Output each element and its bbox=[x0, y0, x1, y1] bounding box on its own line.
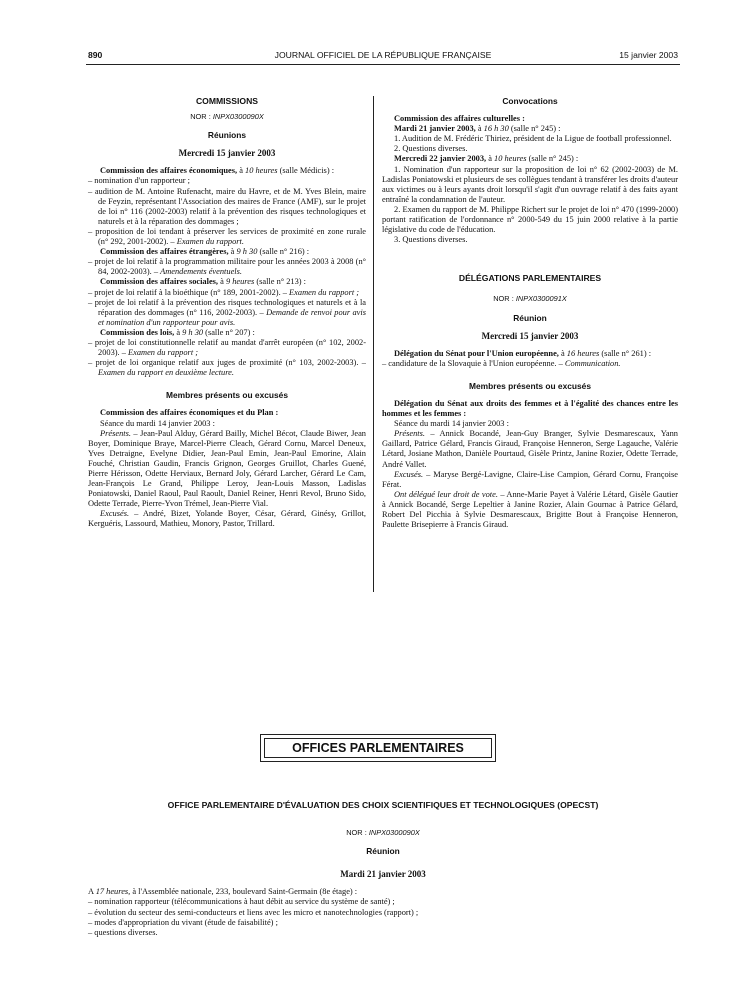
section-title: OFFICE PARLEMENTAIRE D'ÉVALUATION DES CHOIX SCIENTIFIQUES ET TECHNOLOGIQUES (OPECST) bbox=[167, 800, 599, 810]
members-present: Présents. – Annick Bocandé, Jean-Guy Branger, Sylvie Desmarescaux, Yann Gaillard, Patrice Gélard, Francis Giraud, Françoise Henneron, Serge Lagauche, Valérie Létard, Josiane Mathon, Danièle Pourtaud, Gisèle Printz, Janine Rozier, Odette Terrade, André Vallet. bbox=[382, 429, 678, 469]
bottom-section bbox=[88, 800, 678, 938]
right-column bbox=[382, 96, 678, 530]
left-column bbox=[88, 96, 366, 530]
journal-title: JOURNAL OFFICIEL DE LA RÉPUBLIQUE FRANÇAISE bbox=[274, 50, 492, 60]
issue-date: 15 janvier 2003 bbox=[619, 50, 678, 60]
vote-delegation: Ont délégué leur droit de vote. – Anne-Marie Payet à Valérie Létard, Gisèle Gautier à Annick Bocandé, Serge Lepeltier à Janine Rozier, Alain Gournac à Patrice Gélard, Robert Del Picchia à Sylvie Desmarescaux, Brigitte Bout à Françoise Henneron, Paulette Brisepierre à Francis Giraud. bbox=[382, 489, 678, 530]
members-excused: Excusés. – André, Bizet, Yolande Boyer, César, Gérard, Ginésy, Grillot, Kerguéris, Lassourd, Mathieu, Monory, Pastor, Trillard. bbox=[88, 509, 366, 529]
commission-heading: Commission des affaires étrangères, à 9 h 30 (salle n° 216) : bbox=[100, 247, 310, 257]
agenda-item: – projet de loi relatif à la prévention des risques technologiques et naturels et à la réparation des dommages (n° 116, 2002-2003). – Demande de renvoi pour avis et nomination d'un rapporteur pour avis. bbox=[88, 297, 366, 327]
agenda-item: – nomination rapporteur (télécommunications à haut débit au service du système de santé) ; bbox=[88, 897, 395, 907]
agenda-item: – projet de loi constitutionnelle relatif au mandat d'arrêt européen (n° 102, 2002-2003). – Examen du rapport ; bbox=[88, 337, 366, 358]
nor-reference: NOR : INPX0300090X bbox=[190, 112, 264, 122]
commission-heading: Commission des affaires économiques, à 10 heures (salle Médicis) : bbox=[100, 166, 335, 176]
members-present: Présents. – Jean-Paul Alduy, Gérard Bailly, Michel Bécot, Claude Biwer, Jean Boyer, Dominique Braye, Marcel-Pierre Cleach, Gérard Cornu, Marcel Deneux, Yves Detraigne, Evelyne Didier, Jean-Paul Emin, Jean-Paul Emorine, Alain Fouché, Christian Gaudin, Francis Grignon, Georges Gruillot, Charles Guené, Pierre Hérisson, Odette Herviaux, Bernard Joly, Gérard Larcher, Gérard Le Cam, Jean-François Le Grand, Philippe Leroy, Jean-Louis Masson, Ladislas Poniatowski, Daniel Raoul, Paul Raoult, Daniel Reiner, Henri Revol, Bruno Sido, Odette Terrade, Pierre-Yvon Trémel, Jean-Pierre Vial. bbox=[88, 428, 366, 509]
section-title: DÉLÉGATIONS PARLEMENTAIRES bbox=[458, 273, 602, 284]
subsection-title: Réunions bbox=[207, 130, 247, 141]
agenda-item: 2. Questions diverses. bbox=[394, 144, 468, 154]
commission-heading: Commission des affaires économiques et du Plan : bbox=[100, 408, 279, 418]
subsection-title: Réunion bbox=[513, 312, 547, 323]
commission-heading: Commission des affaires sociales, à 9 heures (salle n° 213) : bbox=[100, 277, 306, 287]
agenda-item: 3. Questions diverses. bbox=[394, 235, 468, 245]
meeting-heading: Mercredi 22 janvier 2003, à 10 heures (salle n° 245) : bbox=[394, 154, 579, 164]
page-number: 890 bbox=[88, 50, 103, 60]
members-excused: Excusés. – Maryse Bergé-Lavigne, Claire-Lise Campion, Gérard Cornu, Françoise Férat. bbox=[382, 469, 678, 489]
agenda-item: 2. Examen du rapport de M. Philippe Richert sur le projet de loi n° 470 (1999-2000) portant ratification de l'ordonnance n° 2000-549 du 15 juin 2000 relative à la partie législative du code de l'éducation. bbox=[382, 204, 678, 235]
nor-reference: NOR : INPX0300091X bbox=[493, 294, 567, 304]
agenda-item: – modes d'appropriation du vivant (étude de faisabilité) ; bbox=[88, 917, 278, 927]
commission-heading: Délégation du Sénat aux droits des femmes et à l'égalité des chances entre les hommes et les femmes : bbox=[382, 398, 678, 419]
nor-reference: NOR : INPX0300090X bbox=[346, 828, 420, 838]
members-title: Membres présents ou excusés bbox=[469, 380, 591, 391]
page-header bbox=[88, 50, 678, 64]
agenda-item: – projet de loi relatif à la bioéthique (n° 189, 2001-2002). – Examen du rapport ; bbox=[88, 287, 360, 297]
offices-banner bbox=[260, 734, 496, 762]
agenda-item: – audition de M. Antoine Rufenacht, maire du Havre, et de M. Yves Blein, maire de Feyzin, représentant l'Association des maires de France (AMF), sur le projet de loi n° 116 (2002-2003) relatif à la prévention des risques technologiques et naturels et à la réparation des dommages ; bbox=[88, 186, 366, 226]
commission-heading: Commission des affaires culturelles : bbox=[394, 114, 525, 124]
agenda-item: – nomination d'un rapporteur ; bbox=[88, 176, 190, 186]
column-divider bbox=[373, 96, 374, 592]
section-title: Convocations bbox=[502, 96, 558, 106]
agenda-item: 1. Nomination d'un rapporteur sur la proposition de loi n° 62 (2002-2003) de M. Ladislas Poniatowski et plusieurs de ses collègues tendant à transférer les droits d'auteur aux victimes ou à leurs ayants droit lorsqu'il s'agit d'un ouvrage relatif à des faits ayant entraîné la condamnation de l'auteur. bbox=[382, 164, 678, 204]
meeting-intro: A 17 heures, à l'Assemblée nationale, 233, boulevard Saint-Germain (8e étage) : bbox=[88, 887, 358, 897]
agenda-item: – candidature de la Slovaquie à l'Union européenne. – Communication. bbox=[382, 358, 621, 368]
agenda-item: – projet de loi relatif à la programmation militaire pour les années 2003 à 2008 (n° 84, 2002-2003). – Amendements éventuels. bbox=[88, 257, 366, 277]
agenda-item: – projet de loi organique relatif aux juges de proximité (n° 103, 2002-2003). – Examen du rapport en deuxième lecture. bbox=[88, 358, 366, 378]
commission-heading: Commission des lois, à 9 h 30 (salle n° 207) : bbox=[100, 327, 255, 337]
agenda-item: 1. Audition de M. Frédéric Thiriez, président de la Ligue de football professionnel. bbox=[394, 134, 672, 144]
agenda-item: – évolution du secteur des semi-conducteurs et liens avec les micro et nanotechnologies (rapport) ; bbox=[88, 907, 419, 917]
subsection-title: Réunion bbox=[366, 846, 400, 857]
header-rule bbox=[86, 64, 680, 65]
agenda-item: – proposition de loi tendant à préserver les services de proximité en zone rurale (n° 292, 2001-2002). – Examen du rapport. bbox=[88, 226, 366, 247]
section-title: COMMISSIONS bbox=[195, 96, 259, 106]
session-date: Séance du mardi 14 janvier 2003 : bbox=[100, 418, 215, 428]
meeting-date: Mercredi 15 janvier 2003 bbox=[481, 330, 579, 341]
offices-banner-label: OFFICES PARLEMENTAIRES bbox=[264, 738, 492, 758]
meeting-date: Mercredi 15 janvier 2003 bbox=[178, 148, 276, 159]
session-date: Séance du mardi 14 janvier 2003 : bbox=[394, 419, 509, 429]
members-title: Membres présents ou excusés bbox=[166, 390, 288, 401]
agenda-item: – questions diverses. bbox=[88, 927, 158, 937]
commission-heading: Délégation du Sénat pour l'Union européenne, à 16 heures (salle n° 261) : bbox=[394, 348, 652, 358]
meeting-heading: Mardi 21 janvier 2003, à 16 h 30 (salle n° 245) : bbox=[394, 124, 561, 134]
meeting-date: Mardi 21 janvier 2003 bbox=[340, 869, 426, 880]
